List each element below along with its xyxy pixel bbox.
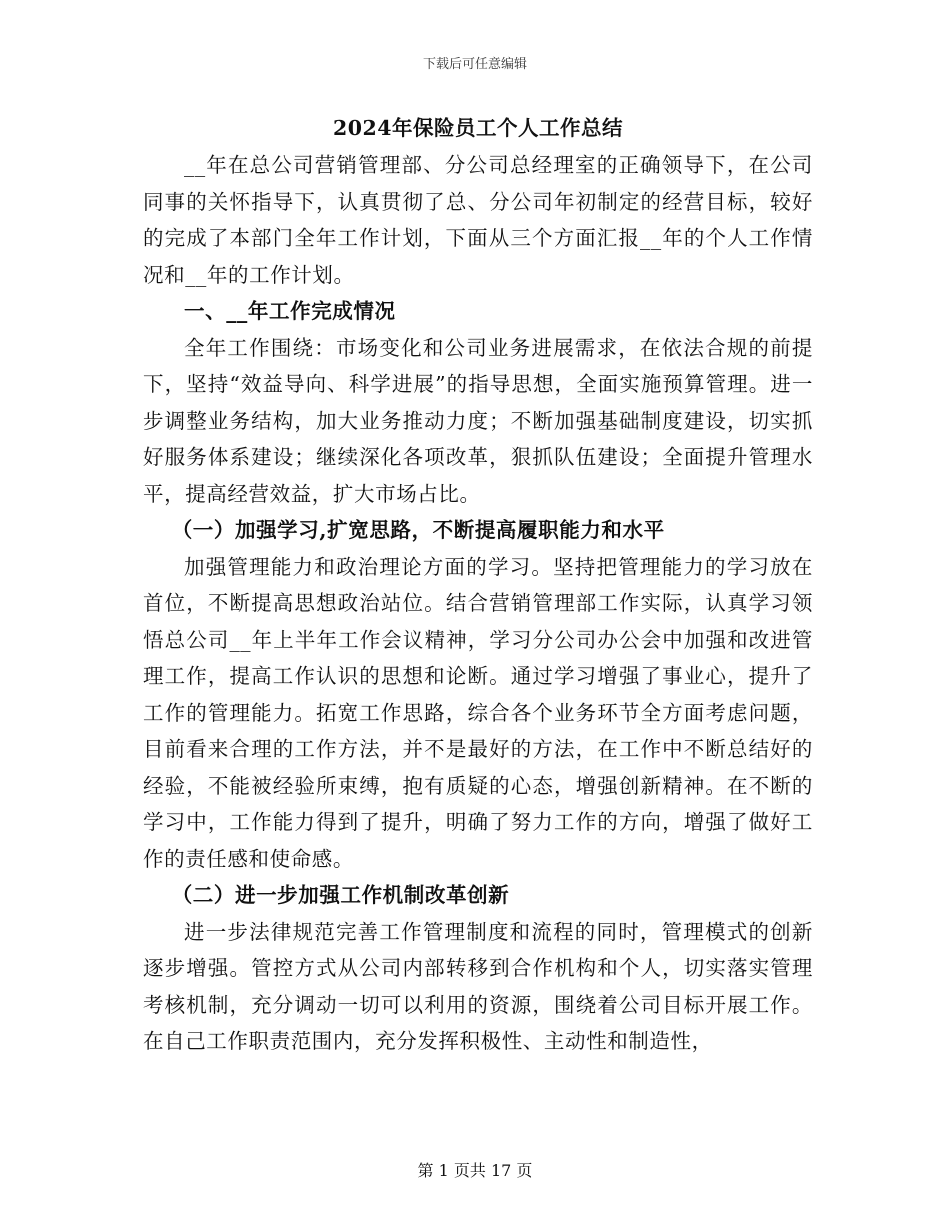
page-number-footer: 第 1 页共 17 页 bbox=[417, 1161, 533, 1180]
subsection-1-heading: （一）加强学习,扩宽思路，不断提高履职能力和水平 bbox=[171, 518, 665, 542]
section-1-paragraph: 全年工作围绕：市场变化和公司业务进展需求，在依法合规的前提下，坚持“效益导向、科学进展”的指导思想，全面实施预算管理。进一步调整业务结构，加大业务推动力度；不断加强基础制度建设，切实抓好服务体系建设；继续深化各项改革，狠抓队伍建设；全面提升管理水平，提高经营效益，扩大市场占比。 bbox=[143, 335, 813, 506]
subsection-2-paragraph: 进一步法律规范完善工作管理制度和流程的同时，管理模式的创新逐步增强。管控方式从公司内部转移到合作机构和个人，切实落实管理考核机制，充分调动一切可以利用的资源，围绕着公司目标开展工作。在自己工作职责范围内，充分发挥积极性、主动性和制造性， bbox=[143, 919, 813, 1053]
section-1-heading: 一、__年工作完成情况 bbox=[184, 299, 396, 323]
subsection-2-heading: （二）进一步加强工作机制改革创新 bbox=[171, 883, 510, 907]
intro-paragraph: __年在总公司营销管理部、分公司总经理室的正确领导下，在公司同事的关怀指导下，认真贯彻了总、分公司年初制定的经营目标，较好的完成了本部门全年工作计划，下面从三个方面汇报__年的个人工作情况和__年的工作计划。 bbox=[143, 153, 813, 287]
header-note: 下载后可任意编辑 bbox=[422, 57, 527, 72]
document-body bbox=[143, 110, 813, 1060]
document-title: 2024年保险员工个人工作总结 bbox=[332, 116, 624, 140]
subsection-1-paragraph: 加强管理能力和政治理论方面的学习。坚持把管理能力的学习放在首位，不断提高思想政治站位。结合营销管理部工作实际，认真学习领悟总公司__年上半年工作会议精神，学习分公司办公会中加强和改进管理工作，提高工作认识的思想和论断。通过学习增强了事业心，提升了工作的管理能力。拓宽工作思路，综合各个业务环节全方面考虑问题，目前看来合理的工作方法，并不是最好的方法，在工作中不断总结好的经验，不能被经验所束缚，抱有质疑的心态，增强创新精神。在不断的学习中，工作能力得到了提升，明确了努力工作的方向，增强了做好工作的责任感和使命感。 bbox=[143, 554, 813, 871]
